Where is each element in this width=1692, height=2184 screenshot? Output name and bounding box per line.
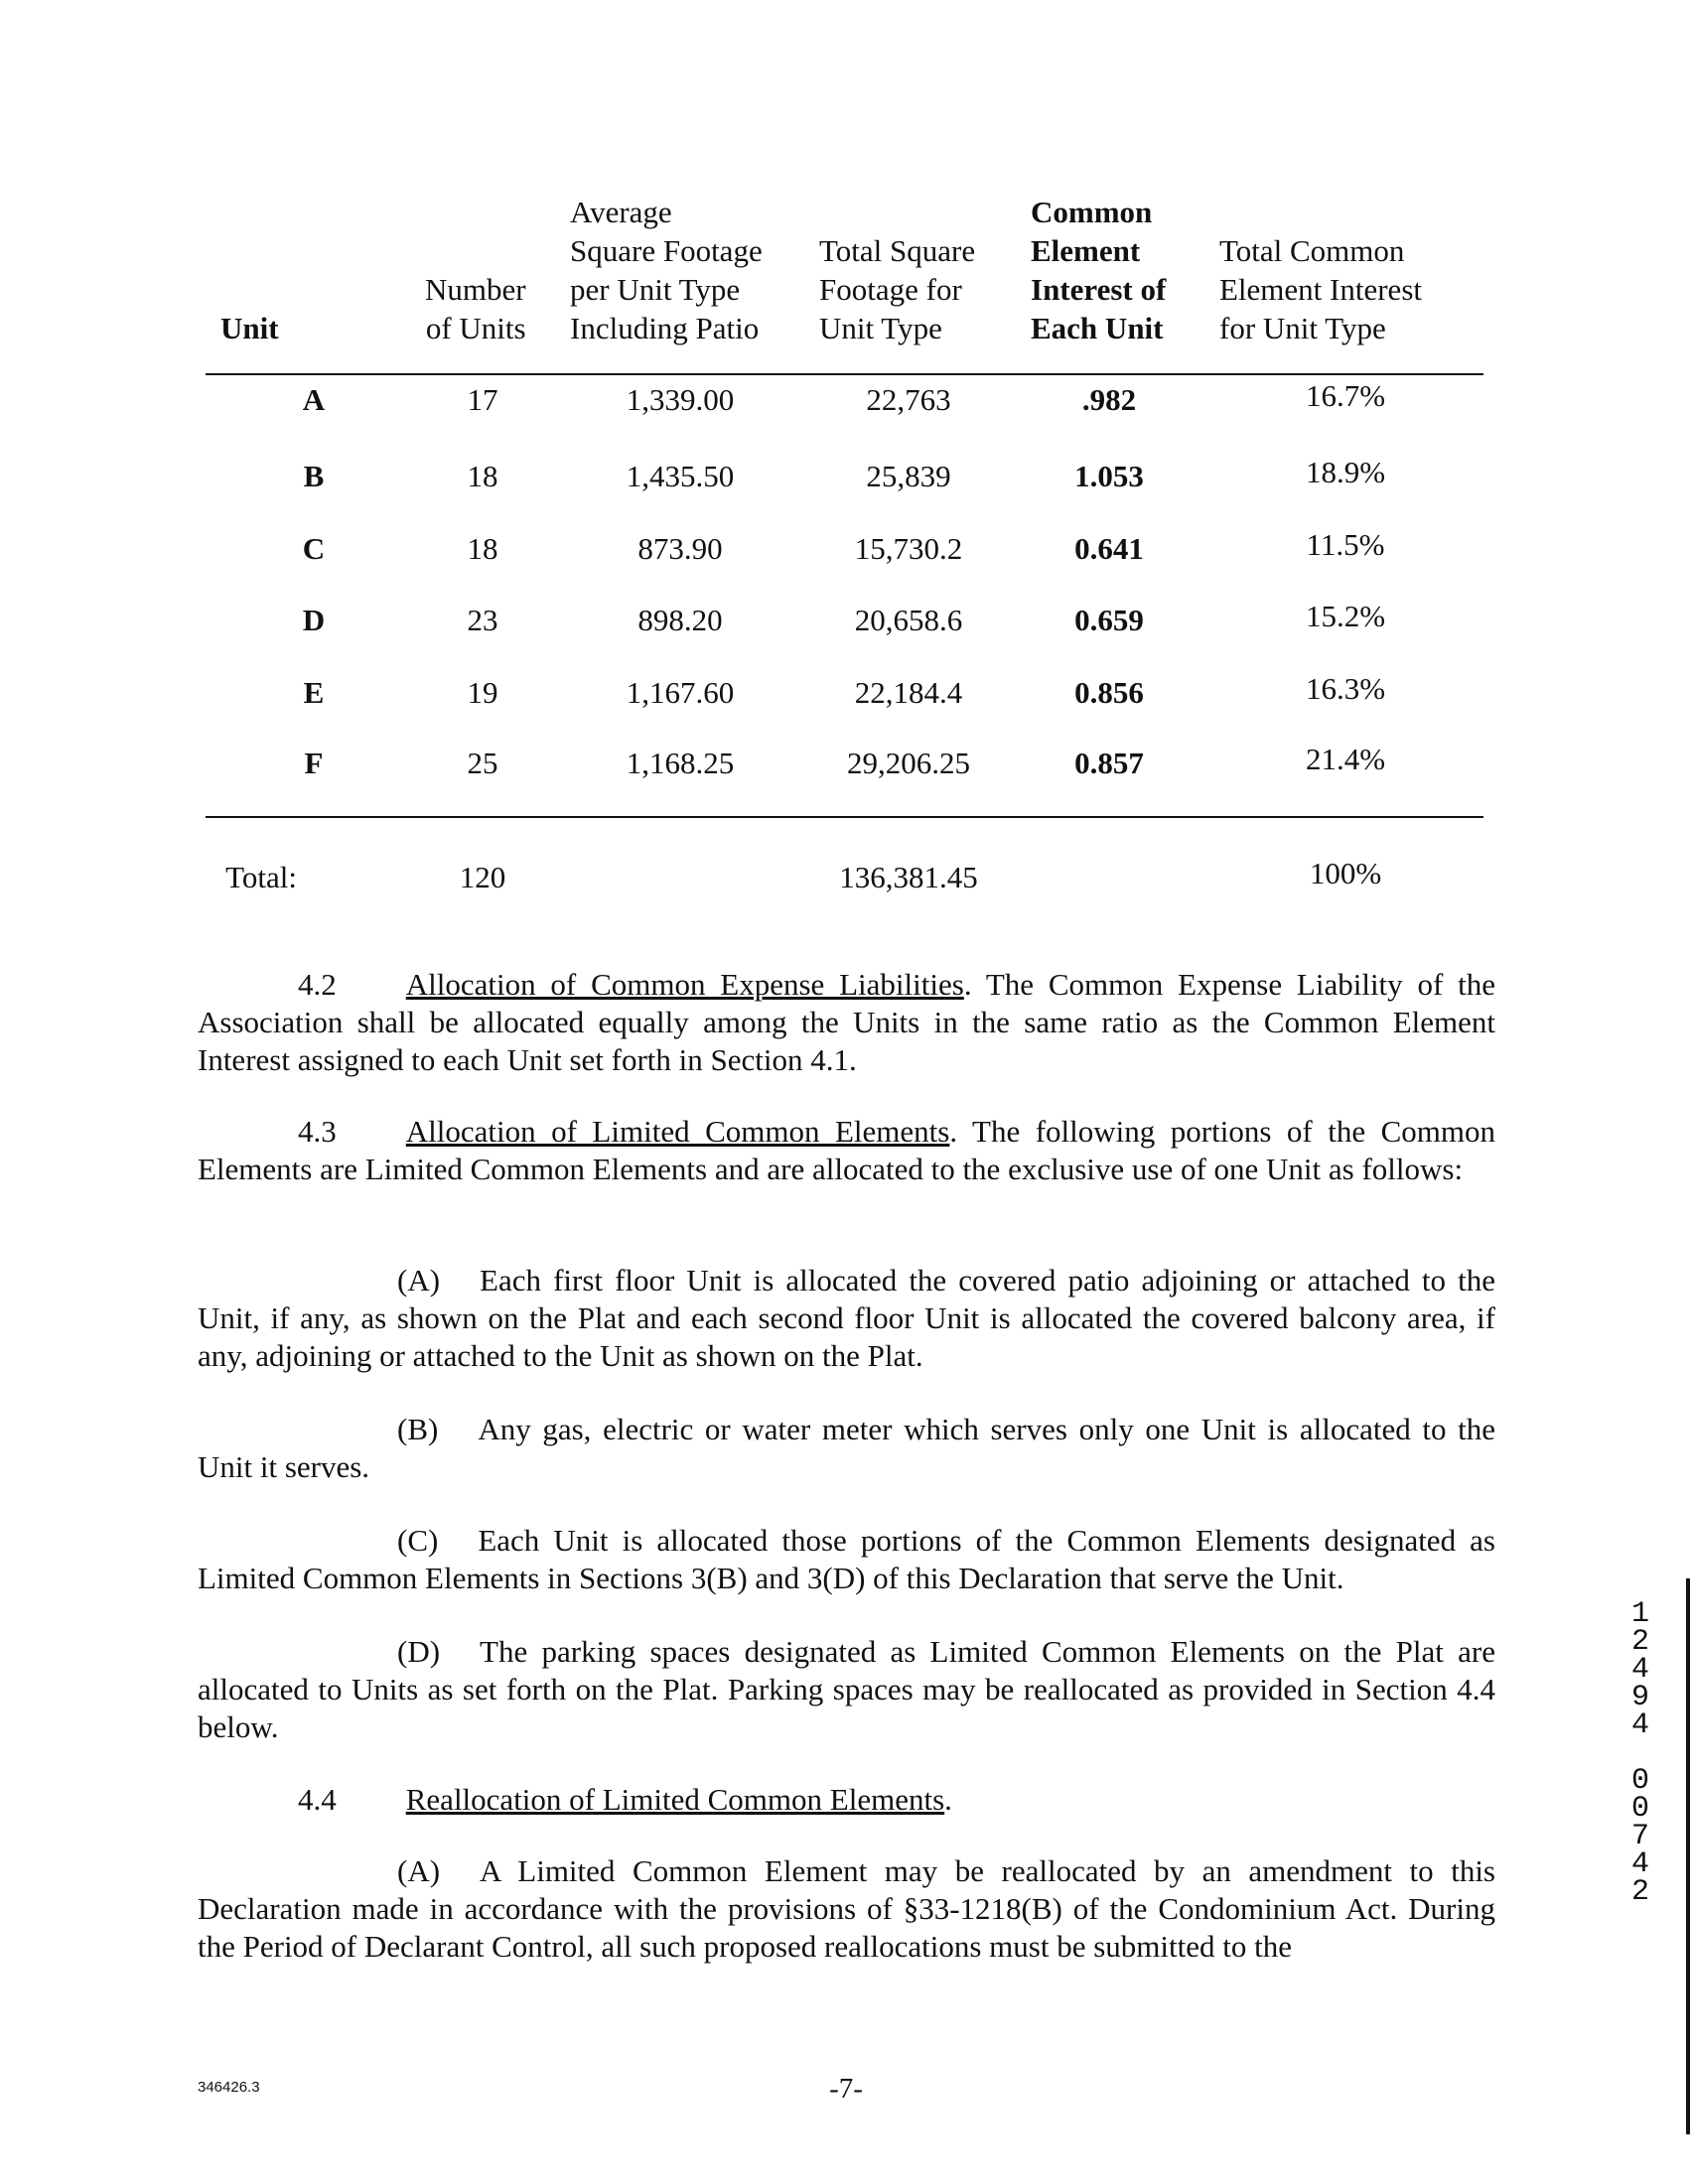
stamp-digit: 2 (1630, 1625, 1649, 1659)
stamp-digit: 7 (1630, 1820, 1649, 1853)
section-title: Allocation of Limited Common Elements (405, 1114, 950, 1149)
page-number: -7- (829, 2073, 863, 2105)
total-units: 120 (459, 860, 506, 894)
header-line: Element (1031, 233, 1141, 268)
header-line: Square Footage (570, 233, 763, 268)
cell-unit: F (304, 746, 324, 780)
header-line: Interest of (1031, 272, 1167, 307)
section-text: . The following portions of the Common Elements are Limited Common Elements and are allocated to the exclusive use of one Unit as follows: (198, 1114, 1495, 1186)
item-label: (D) (397, 1634, 441, 1669)
cell-total-common-element-interest: 11.5% (1306, 527, 1385, 562)
cell-total-common-element-interest: 16.3% (1305, 671, 1386, 706)
cell-total-square-footage: 29,206.25 (847, 746, 970, 780)
stamp-digit (1628, 1739, 1652, 1767)
stamp-digit: 4 (1630, 1653, 1649, 1687)
cell-avg-square-footage: 898.20 (637, 603, 723, 637)
cell-common-element-interest: 0.641 (1074, 531, 1144, 566)
stamp-digit: 0 (1630, 1764, 1649, 1798)
cell-avg-square-footage: 1,435.50 (626, 459, 735, 493)
stamp-digit: 1 (1630, 1597, 1649, 1631)
cell-avg-square-footage: 1,339.00 (626, 382, 735, 417)
column-header-common-element-interest (1031, 193, 1166, 347)
cell-number-of-units: 23 (467, 603, 498, 637)
header-rule (206, 373, 1483, 375)
header-line: Total Common (1219, 233, 1405, 268)
cell-total-common-element-interest: 15.2% (1305, 599, 1386, 633)
cell-unit: B (303, 459, 325, 493)
recording-number-stamp (1628, 1597, 1652, 1909)
section-text: . (944, 1782, 952, 1817)
column-header-number-of-units (425, 270, 526, 347)
column-header-total-square-footage (819, 231, 975, 347)
cell-unit: C (302, 531, 326, 566)
stamp-digit: 0 (1630, 1792, 1649, 1826)
total-sqft: 136,381.45 (839, 860, 978, 894)
header-line: Element Interest (1219, 272, 1422, 307)
header-line: of Units (425, 311, 526, 345)
cell-total-common-element-interest: 18.9% (1305, 455, 1386, 489)
header-line: Total Square (819, 233, 976, 268)
item-label: (B) (397, 1412, 439, 1446)
stamp-digit: 4 (1630, 1708, 1649, 1742)
section-title: Allocation of Common Expense Liabilities (405, 967, 964, 1002)
column-header-unit (220, 309, 279, 347)
header-line: Each Unit (1031, 311, 1164, 345)
cell-avg-square-footage: 873.90 (637, 531, 723, 566)
section-4-4 (198, 1781, 1495, 1819)
section-number: 4.4 (298, 1782, 337, 1817)
cell-total-square-footage: 20,658.6 (854, 603, 963, 637)
item-text: The parking spaces designated as Limited Common Elements on the Plat are allocated to Units as set forth on the Plat. Parking spaces may be reallocated as provided in Section 4.4 below. (198, 1634, 1495, 1744)
cell-total-square-footage: 15,730.2 (854, 531, 963, 566)
section-4-2 (198, 966, 1495, 1079)
header-line: Unit (220, 311, 279, 345)
stamp-digit: 2 (1630, 1875, 1649, 1909)
item-text: Each Unit is allocated those portions of the Common Elements designated as Limited Common Elements in Sections 3(B) and 3(D) of this Declaration that serve the Unit. (198, 1523, 1495, 1595)
cell-common-element-interest: 0.659 (1074, 603, 1144, 637)
header-line: per Unit Type (570, 272, 741, 307)
item-label: (A) (397, 1263, 441, 1297)
section-number: 4.3 (298, 1114, 337, 1149)
total-label: Total: (225, 860, 297, 894)
header-line: Common (1031, 195, 1153, 229)
scan-edge-line (1686, 1578, 1690, 2134)
section-4-3 (198, 1113, 1495, 1188)
stamp-digit: 4 (1630, 1847, 1649, 1881)
cell-total-common-element-interest: 16.7% (1305, 378, 1386, 413)
item-text: Each first floor Unit is allocated the covered patio adjoining or attached to the Unit, if any, as shown on the Plat and each second floor Unit is allocated the covered balcony area, if any, adjoining or attached to the Unit as shown on the Plat. (198, 1263, 1495, 1373)
cell-common-element-interest: 0.857 (1074, 746, 1144, 780)
item-text: A Limited Common Element may be reallocated by an amendment to this Declaration made in accordance with the provisions of §33-1218(B) of the Condominium Act. During the Period of Declarant Control, all such proposed reallocations must be submitted to the (198, 1853, 1495, 1964)
item-text: Any gas, electric or water meter which serves only one Unit is allocated to the Unit it serves. (198, 1412, 1495, 1484)
cell-total-square-footage: 22,184.4 (854, 675, 963, 710)
section-4-3-d (198, 1633, 1495, 1746)
header-line: Average (570, 195, 672, 229)
document-id: 346426.3 (198, 2079, 260, 2096)
column-header-avg-square-footage (570, 193, 763, 347)
section-number: 4.2 (298, 967, 337, 1002)
cell-avg-square-footage: 1,167.60 (626, 675, 735, 710)
section-4-4-a (198, 1852, 1495, 1966)
cell-common-element-interest: 0.856 (1074, 675, 1144, 710)
cell-number-of-units: 18 (467, 531, 498, 566)
cell-total-square-footage: 25,839 (866, 459, 951, 493)
section-title: Reallocation of Limited Common Elements (405, 1782, 945, 1817)
column-header-total-common-element-interest (1219, 231, 1422, 347)
section-4-3-c (198, 1522, 1495, 1597)
header-line: Number (425, 272, 526, 307)
total-rule (206, 816, 1483, 818)
item-label: (C) (397, 1523, 439, 1558)
header-line: for Unit Type (1219, 311, 1386, 345)
item-label: (A) (397, 1853, 441, 1888)
cell-avg-square-footage: 1,168.25 (626, 746, 735, 780)
cell-common-element-interest: .982 (1081, 382, 1137, 417)
section-text: . The Common Expense Liability of the Association shall be allocated equally among the Units in the same ratio as the Common Element Interest assigned to each Unit set forth in Section 4.1. (198, 967, 1496, 1077)
stamp-digit: 9 (1630, 1681, 1649, 1714)
cell-unit: D (302, 603, 326, 637)
cell-unit: E (303, 675, 325, 710)
header-line: Including Patio (570, 311, 760, 345)
cell-total-common-element-interest: 21.4% (1305, 742, 1386, 776)
cell-unit: A (302, 382, 326, 417)
cell-number-of-units: 18 (467, 459, 498, 493)
header-line: Footage for (819, 272, 962, 307)
section-4-3-b (198, 1411, 1495, 1486)
cell-number-of-units: 17 (467, 382, 498, 417)
cell-number-of-units: 19 (467, 675, 498, 710)
section-4-3-a (198, 1262, 1495, 1375)
total-percent: 100% (1309, 856, 1382, 890)
cell-common-element-interest: 1.053 (1074, 459, 1144, 493)
cell-number-of-units: 25 (467, 746, 498, 780)
cell-total-square-footage: 22,763 (866, 382, 951, 417)
header-line: Unit Type (819, 311, 942, 345)
